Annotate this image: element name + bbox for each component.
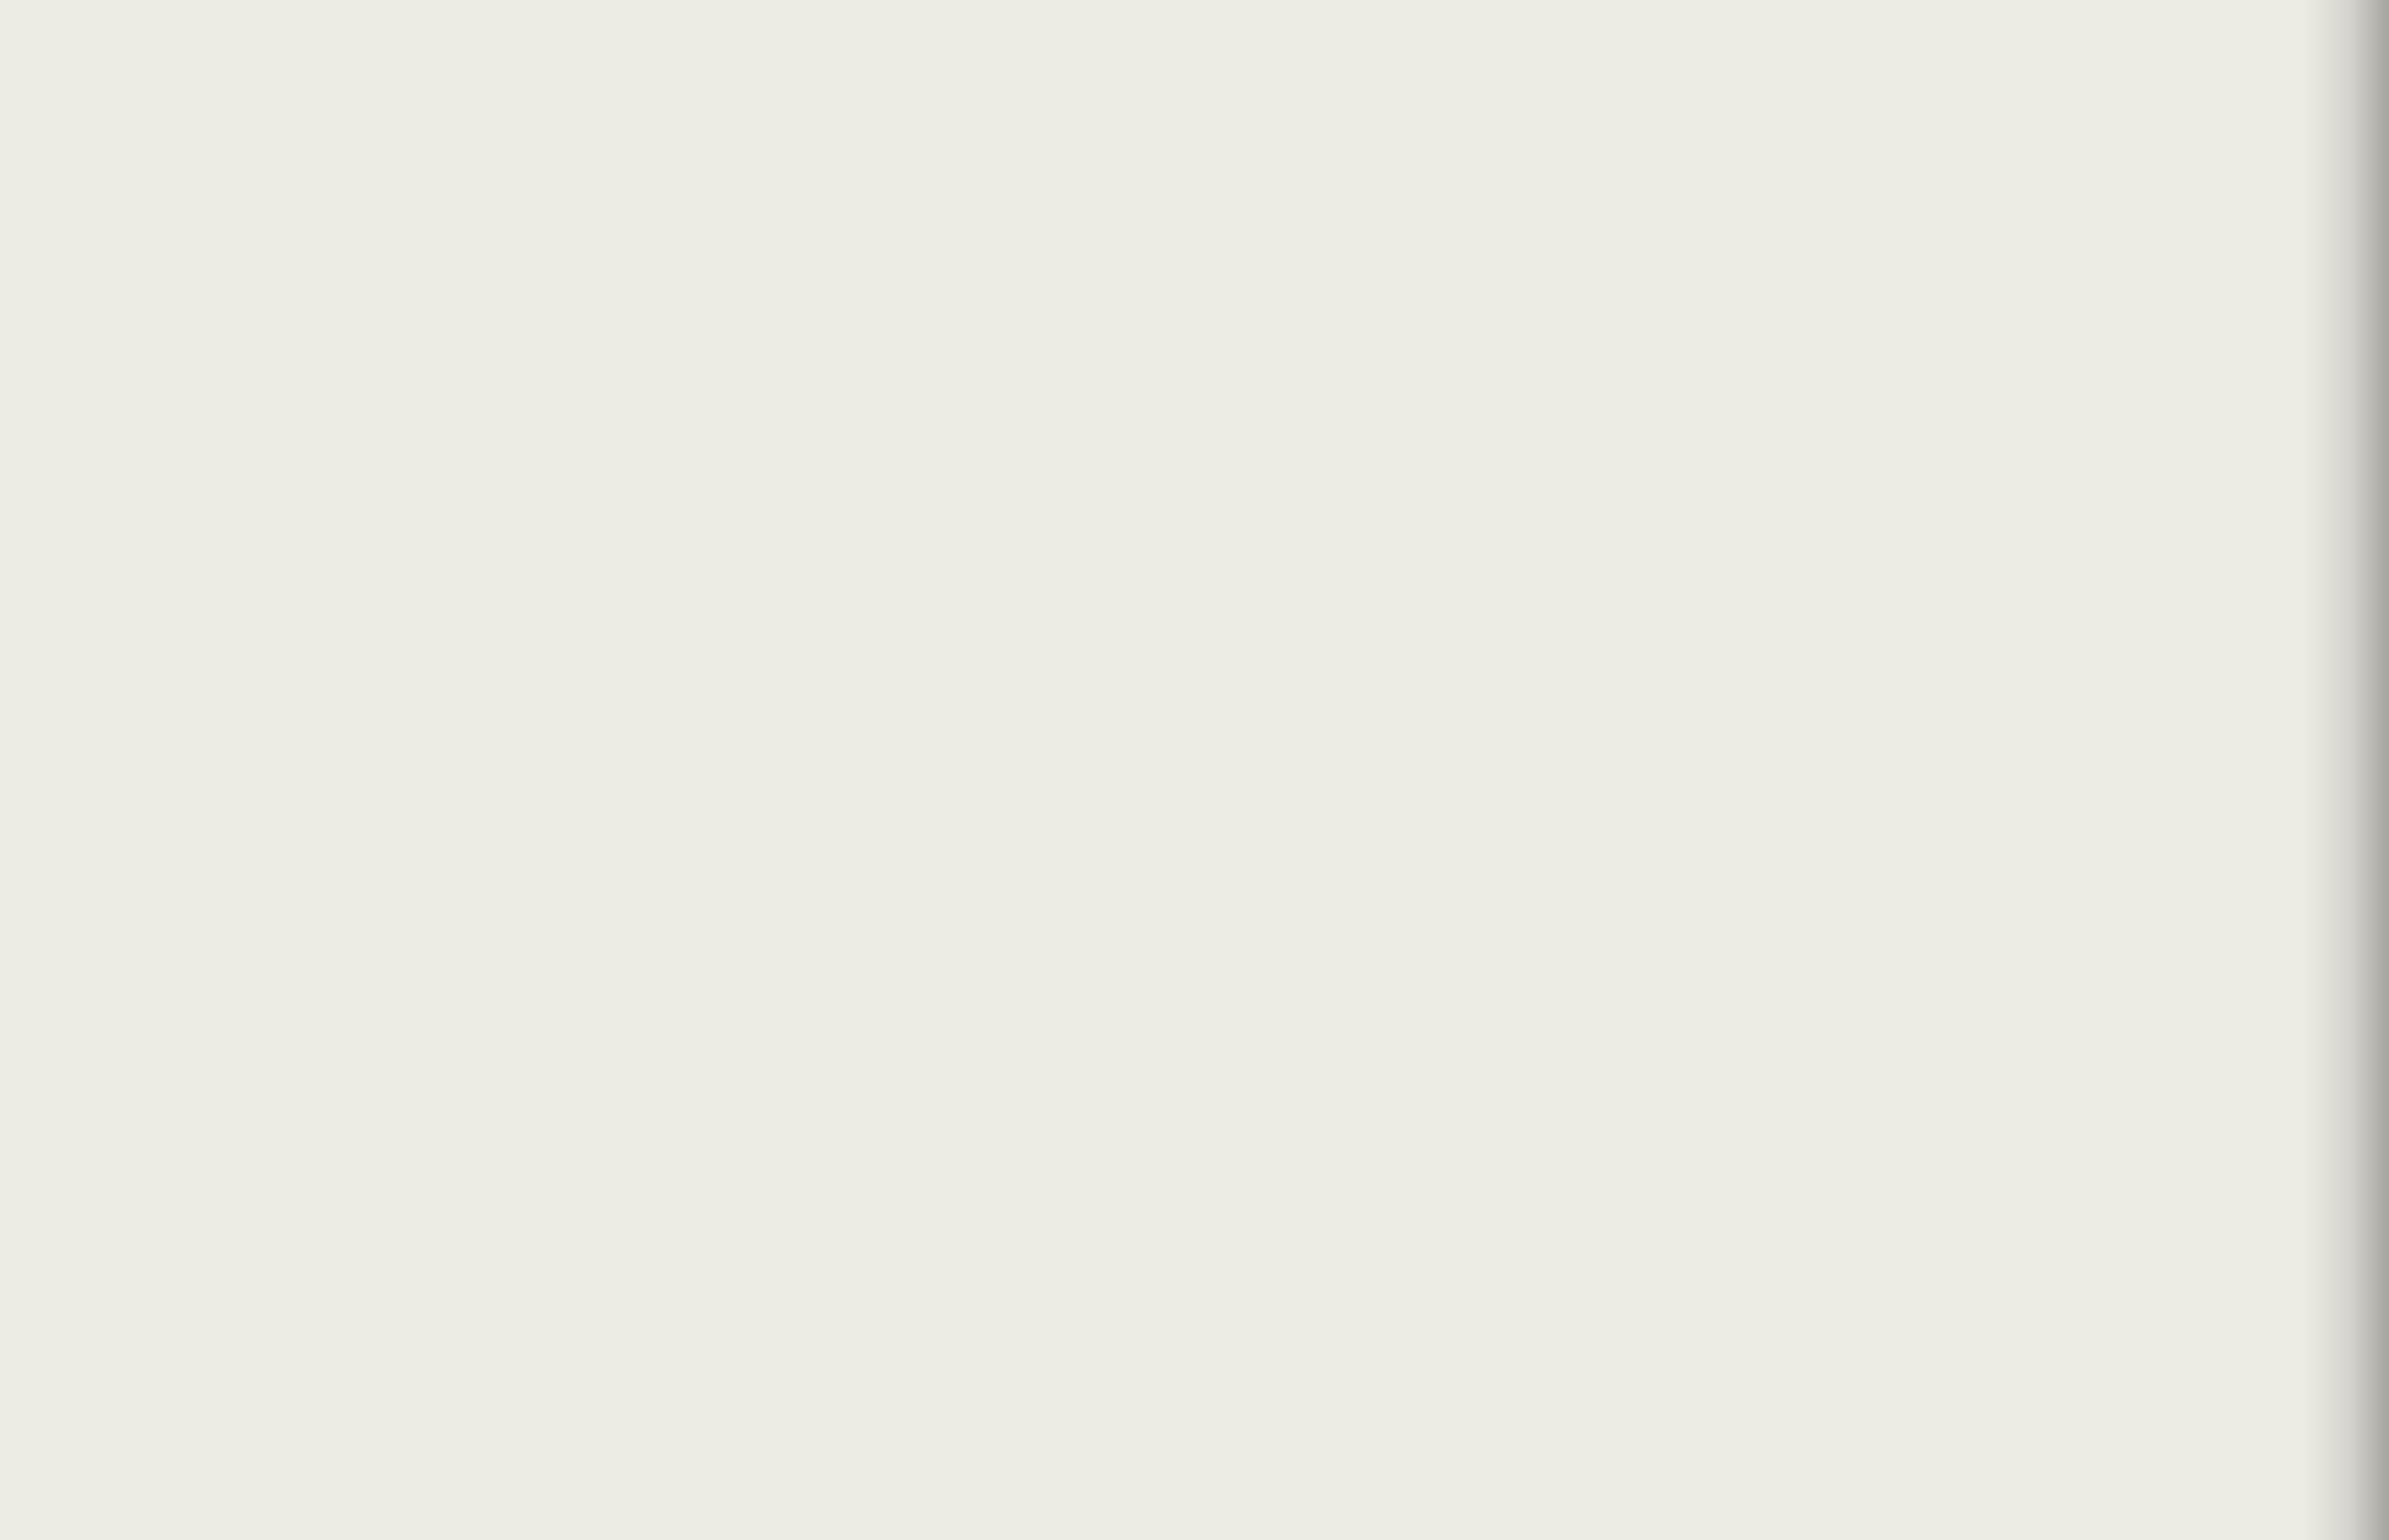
column-headers bbox=[194, 58, 241, 1405]
page-number bbox=[135, 58, 183, 1405]
column-header-u1o1 bbox=[194, 991, 241, 1213]
group-spacer bbox=[327, 58, 348, 1405]
column-header-u2 bbox=[194, 1213, 241, 1405]
section-title bbox=[241, 58, 327, 1405]
scan-edge-shadow bbox=[2302, 0, 2389, 1540]
rotated-page bbox=[135, 58, 2252, 1405]
